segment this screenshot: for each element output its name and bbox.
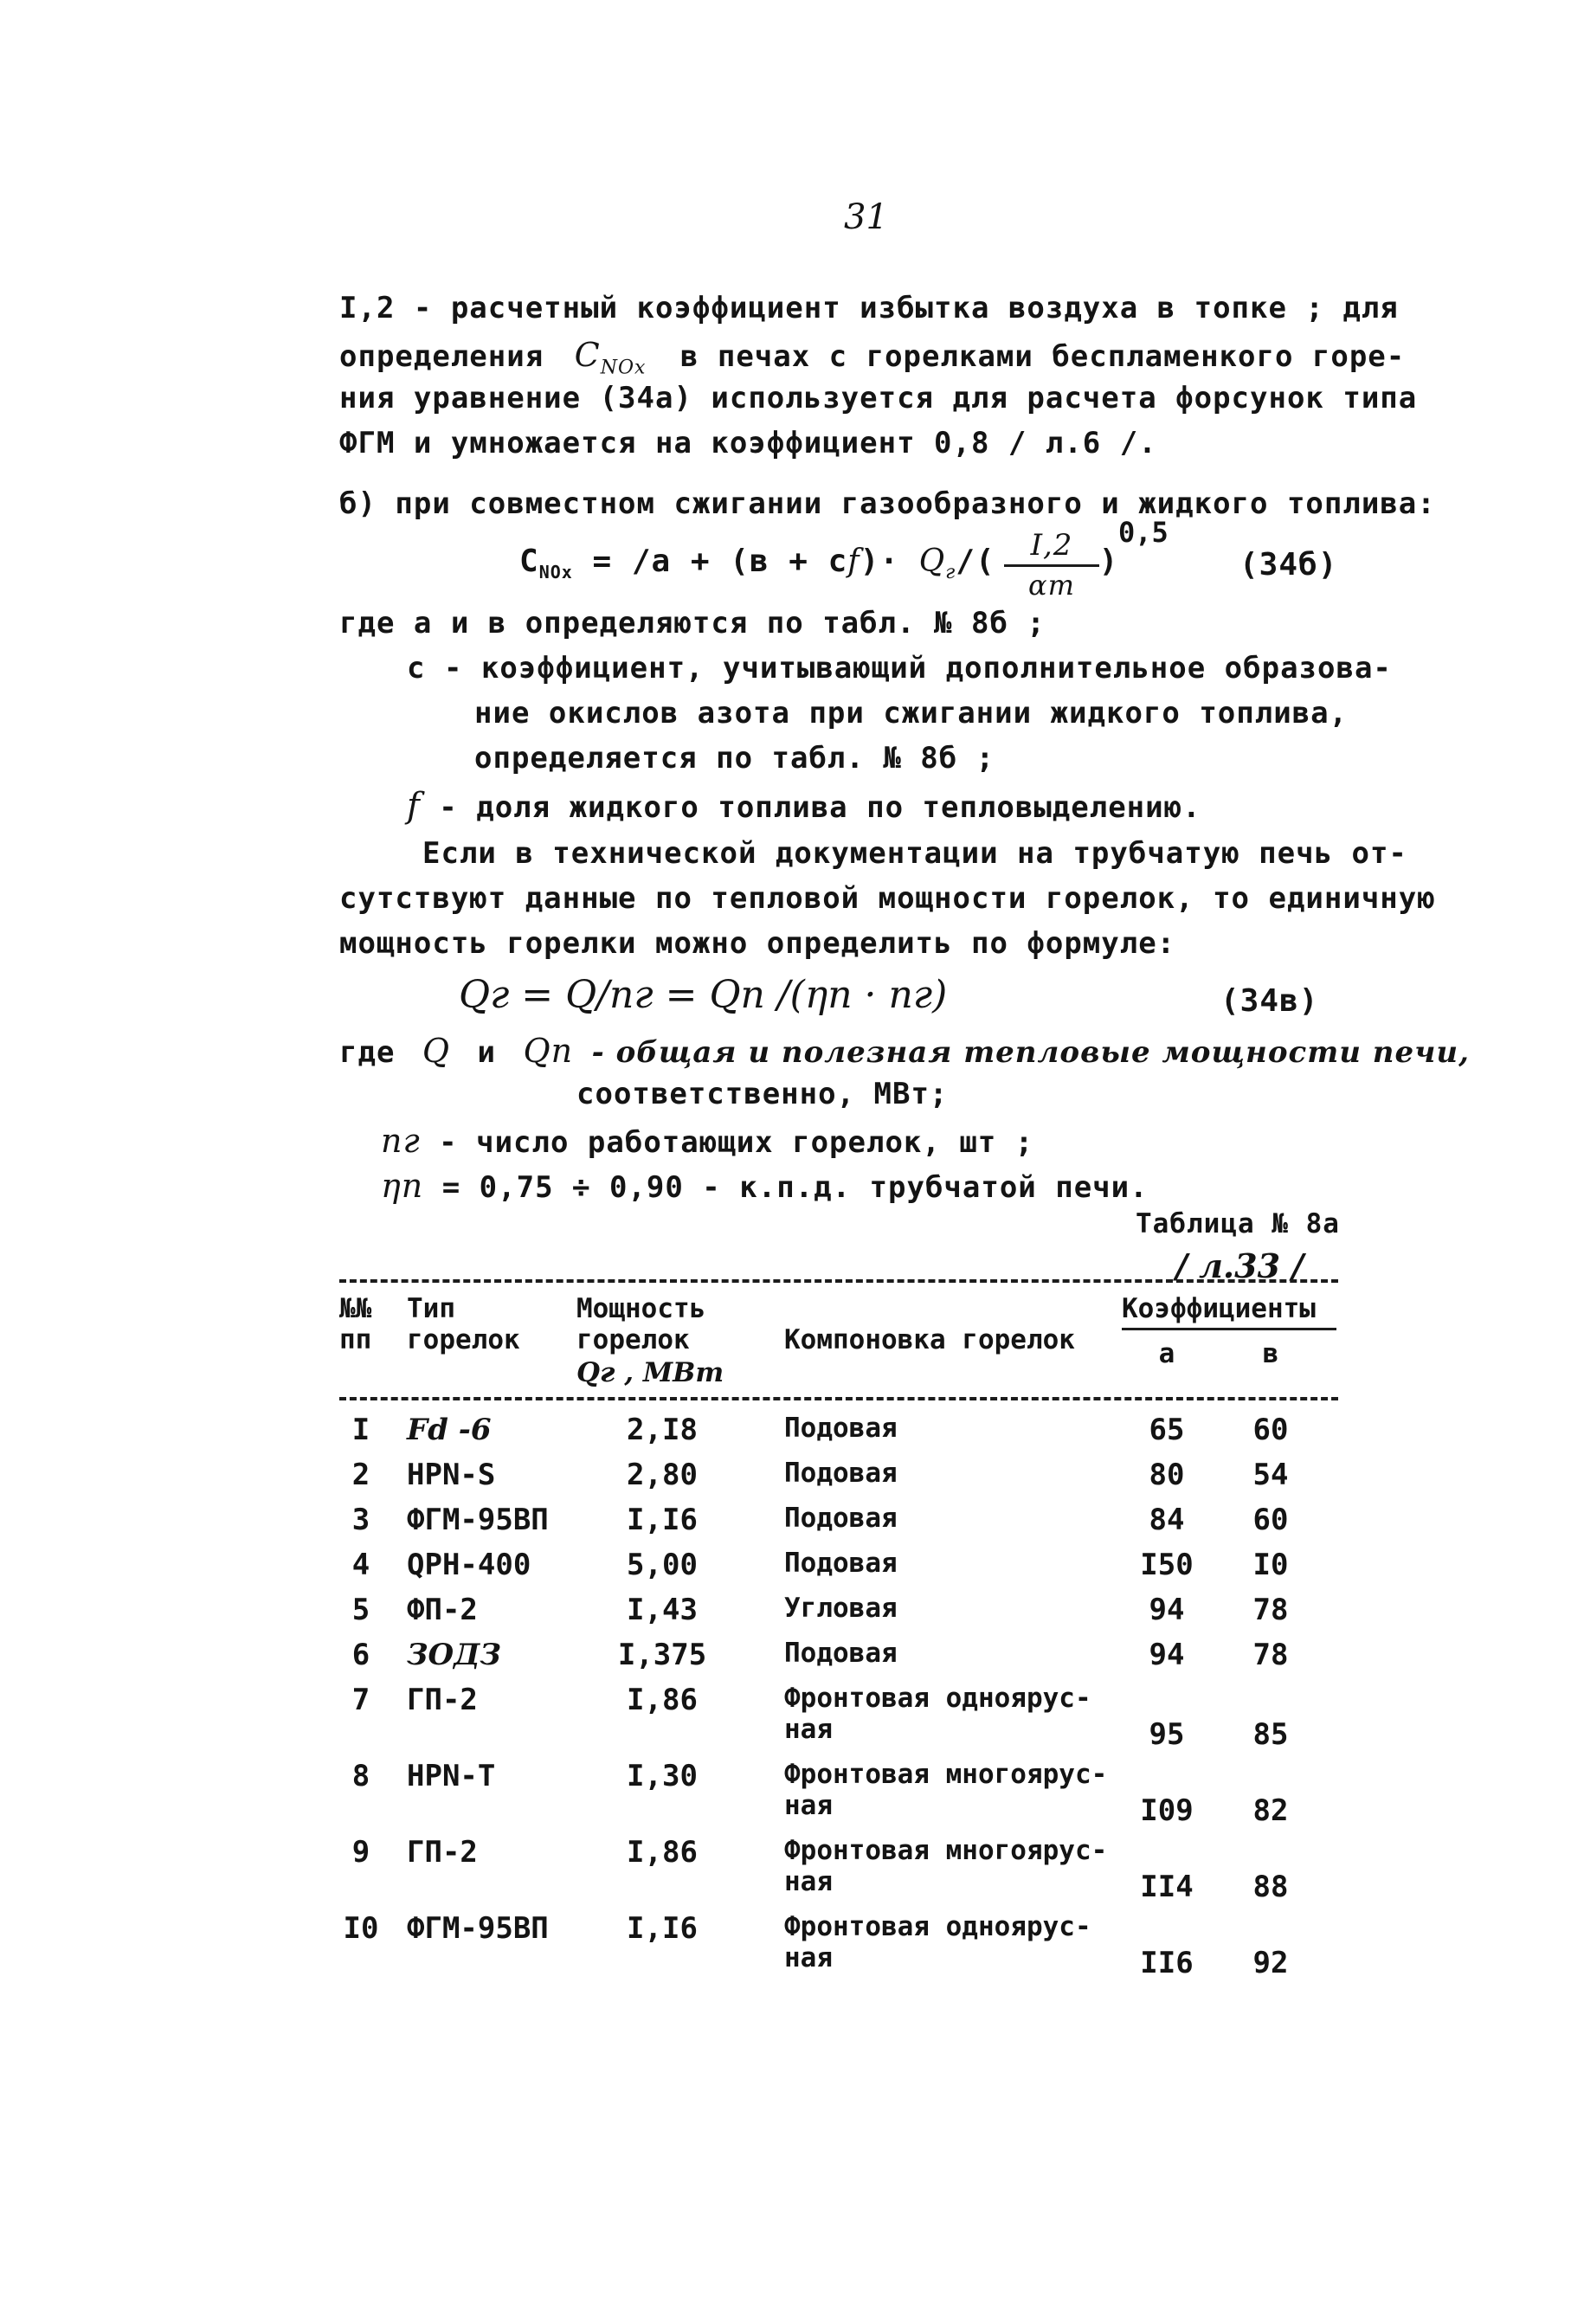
table-header-rule (339, 1397, 1338, 1400)
text-line: I,2 - расчетный коэффициент избытка воздуха в топке ; для (339, 291, 1399, 325)
header-layout: Компоновка горелок (784, 1324, 1075, 1355)
coefficient-a: 84 (1149, 1503, 1185, 1537)
burner-power: I,375 (617, 1638, 707, 1672)
row-number: 3 (351, 1503, 370, 1537)
header-b: в (1262, 1338, 1279, 1369)
burner-layout: ная (784, 1714, 833, 1745)
page-number: 31 (844, 197, 888, 237)
formula-34b: $C_{NOx} = /а + (в + сf)\cdot Q_г/$( ) (519, 544, 1119, 584)
coefficient-b: 88 (1252, 1870, 1289, 1904)
coefficient-b: 78 (1252, 1593, 1289, 1627)
burner-layout: Угловая (784, 1593, 898, 1624)
row-number: 6 (351, 1638, 370, 1672)
table-caption: Таблица № 8а (1136, 1208, 1340, 1239)
formula-34v: Qг = Q/nг = Qп /(ηп · nг) (459, 973, 948, 1017)
row-number: 7 (351, 1683, 370, 1717)
text-line: определяется по табл. № 8б ; (474, 741, 995, 776)
table-reference: / л.33 / (1175, 1246, 1304, 1285)
text-line: мощность горелки можно определить по формуле: (339, 926, 1176, 961)
text-line: определения $C_{NOx}$ в печах с горелками беспламенкого горе- (339, 336, 1406, 379)
burner-power: 2,I8 (627, 1413, 698, 1447)
row-number: 4 (351, 1548, 370, 1582)
row-number: 8 (351, 1759, 370, 1793)
burner-type: HPN-S (407, 1458, 496, 1492)
burner-layout: ная (784, 1866, 833, 1897)
burner-layout: Подовая (784, 1413, 898, 1444)
coefficient-b: 82 (1252, 1793, 1289, 1828)
coefficient-a: 80 (1149, 1458, 1185, 1492)
row-number: 5 (351, 1593, 370, 1627)
header-type: Тип горелок (407, 1293, 520, 1355)
burner-power: 5,00 (627, 1548, 698, 1582)
coefficient-b: 92 (1252, 1946, 1289, 1980)
text-line: ние окислов азота при сжигании жидкого топлива, (474, 696, 1349, 731)
burner-power: I,86 (627, 1683, 698, 1717)
burner-power: 2,80 (627, 1458, 698, 1492)
header-power: Мощность горелок (576, 1293, 706, 1355)
burner-layout: Подовая (784, 1638, 898, 1669)
burner-layout: Фронтовая одноярус- (784, 1683, 1091, 1714)
row-number: I0 (343, 1911, 379, 1946)
coefficient-a: 94 (1149, 1593, 1185, 1627)
burner-type: Fd -6 (407, 1413, 492, 1447)
text-line: с - коэффициент, учитывающий дополнительное образова- (407, 651, 1392, 686)
burner-layout: Фронтовая одноярус- (784, 1911, 1091, 1942)
formula-power: 0,5 (1118, 516, 1169, 549)
burner-power: I,I6 (627, 1503, 698, 1537)
burner-layout: Фронтовая многоярус- (784, 1759, 1108, 1790)
coefficient-a: I09 (1140, 1793, 1194, 1828)
header-no: №№ пп (339, 1293, 372, 1355)
text-line: где а и в определяются по табл. № 8б ; (339, 606, 1046, 641)
text-line: ФГМ и умножается на коэффициент 0,8 / л.6 /. (339, 426, 1157, 460)
text-line: где Q и Qп - общая и полезная тепловые мощности печи, (339, 1032, 1470, 1070)
coefficient-a: II6 (1140, 1946, 1194, 1980)
header-power-unit: Qг , МВт (576, 1357, 724, 1388)
row-number: 9 (351, 1835, 370, 1870)
coefficient-a: II4 (1140, 1870, 1194, 1904)
coefficient-b: 54 (1252, 1458, 1289, 1492)
burner-layout: Подовая (784, 1548, 898, 1579)
coefficient-a: 65 (1149, 1413, 1185, 1447)
header-coefficients: Коэффициенты (1122, 1293, 1316, 1324)
coefficient-a: 95 (1149, 1717, 1185, 1752)
coefficient-b: 78 (1252, 1638, 1289, 1672)
table-top-rule (339, 1279, 1338, 1283)
header-a: а (1158, 1338, 1175, 1369)
text-line: Если в технической документации на трубчатую печь от- (422, 836, 1407, 871)
burner-type: QPH-400 (407, 1548, 531, 1582)
nox-symbol: $C_{NOx}$ (574, 336, 647, 379)
coefficient-b: I0 (1252, 1548, 1289, 1582)
burner-layout: Подовая (784, 1503, 898, 1534)
coefficient-a: I50 (1140, 1548, 1194, 1582)
text-line: соответственно, МВт; (576, 1077, 949, 1111)
burner-layout: Фронтовая многоярус- (784, 1835, 1108, 1866)
text-line: f - доля жидкого топлива по тепловыделению. (407, 786, 1201, 826)
burner-layout: ная (784, 1790, 833, 1821)
row-number: I (351, 1413, 370, 1447)
burner-layout: Подовая (784, 1458, 898, 1489)
burner-layout: ная (784, 1942, 833, 1973)
text-line: ηп = 0,75 ÷ 0,90 - к.п.д. трубчатой печи. (381, 1167, 1149, 1205)
row-number: 2 (351, 1458, 370, 1492)
coef-underline (1122, 1328, 1336, 1330)
formula-number: (34б) (1239, 547, 1338, 583)
burner-type: ГП-2 (407, 1683, 478, 1717)
coefficient-b: 60 (1252, 1413, 1289, 1447)
coefficient-b: 85 (1252, 1717, 1289, 1752)
burner-type: ГП-2 (407, 1835, 478, 1870)
text-line: ния уравнение (34а) используется для расчета форсунок типа (339, 381, 1418, 415)
burner-power: I,43 (627, 1593, 698, 1627)
burner-power: I,30 (627, 1759, 698, 1793)
burner-power: I,86 (627, 1835, 698, 1870)
text-line: сутствуют данные по тепловой мощности горелок, то единичную (339, 881, 1436, 916)
formula-number: (34в) (1220, 983, 1319, 1019)
fraction: I,2 αт (1004, 528, 1099, 602)
burner-type: HPN-T (407, 1759, 496, 1793)
text-line: nг - число работающих горелок, шт ; (381, 1122, 1034, 1160)
burner-type: ЗОДЗ (407, 1638, 501, 1672)
burner-type: ФП-2 (407, 1593, 478, 1627)
section-heading: б) при совместном сжигании газообразного и жидкого топлива: (339, 486, 1436, 521)
burner-type: ФГМ-95ВП (407, 1911, 549, 1946)
coefficient-a: 94 (1149, 1638, 1185, 1672)
burner-power: I,I6 (627, 1911, 698, 1946)
coefficient-b: 60 (1252, 1503, 1289, 1537)
burner-type: ФГМ-95ВП (407, 1503, 549, 1537)
